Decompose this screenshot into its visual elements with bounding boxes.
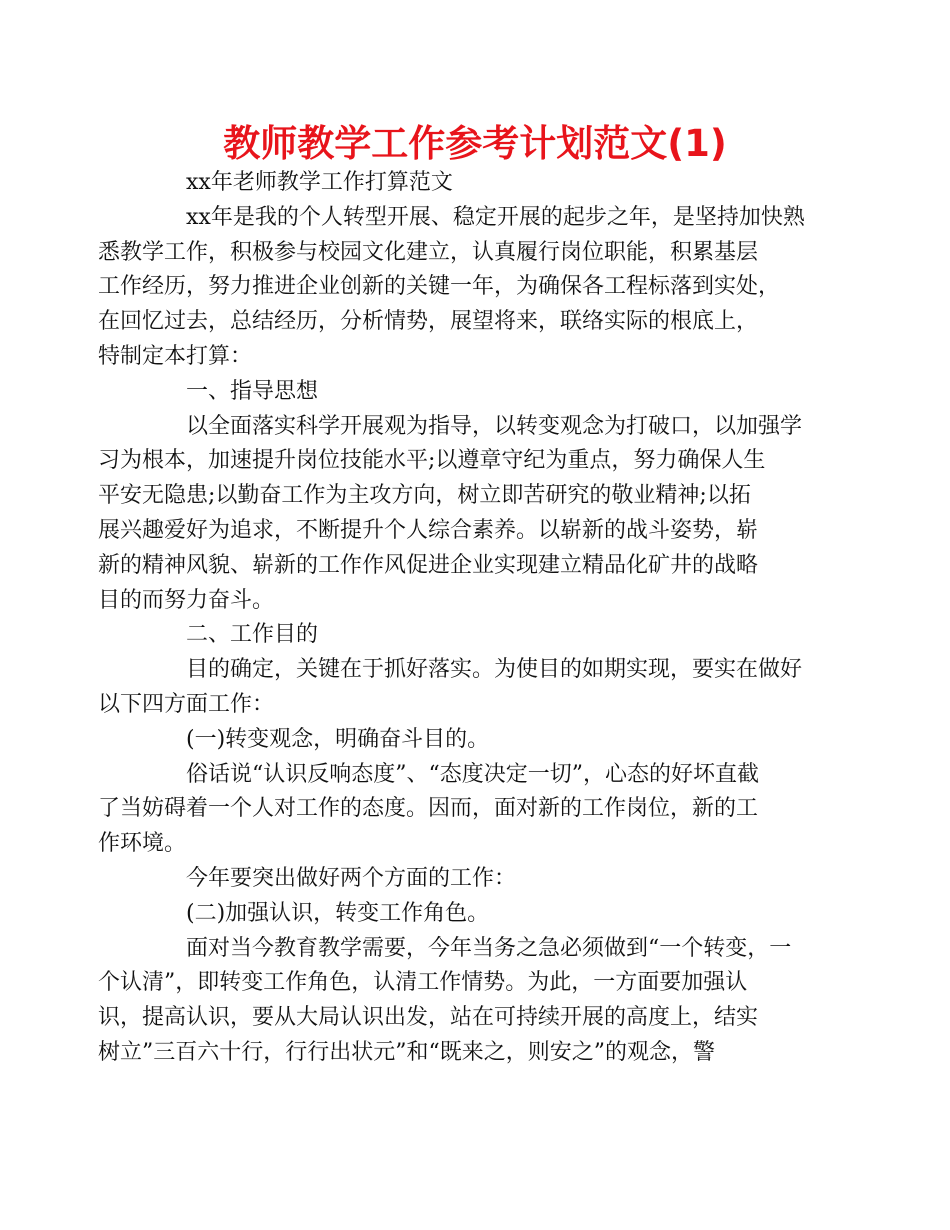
- text-line: 特制定本打算：: [98, 343, 253, 369]
- paragraph: [98, 201, 822, 375]
- document-body: [98, 166, 822, 1071]
- paragraph: [98, 410, 822, 619]
- text-line: 个认清”，即转变工作角色，认清工作情势。为此，一方面要加强认: [98, 970, 748, 996]
- paragraph: [142, 862, 822, 897]
- text-line: (二)加强认识，转变工作角色。: [186, 900, 490, 926]
- text-line: 俗话说“认识反响态度”、“态度决定一切”，心态的好坏直截: [186, 761, 759, 787]
- text-line: 习为根本，加速提升岗位技能水平;以遵章守纪为重点，努力确保人生: [98, 448, 766, 474]
- text-line: 以全面落实科学开展观为指导，以转变观念为打破口，以加强学: [186, 413, 803, 439]
- paragraph: [98, 758, 822, 862]
- text-line: 识，提高认识，要从大局认识出发，站在可持续开展的高度上，结实: [98, 1005, 759, 1031]
- text-line: 以下四方面工作：: [98, 691, 275, 717]
- section-heading: [142, 375, 822, 410]
- text-line: 目的而努力奋斗。: [98, 587, 275, 613]
- text-line: 悉教学工作，积极参与校园文化建立，认真履行岗位职能，积累基层: [98, 239, 759, 265]
- text-line: 平安无隐患;以勤奋工作为主攻方向，树立即苦研究的敬业精神;以拓: [98, 483, 751, 509]
- text-line: 一、指导思想: [186, 378, 319, 404]
- text-line: 树立”三百六十行，行行出状元”和“既来之，则安之”的观念，警: [98, 1039, 715, 1065]
- paragraph: [98, 653, 822, 723]
- text-line: 目的确定，关键在于抓好落实。为使目的如期实现，要实在做好: [186, 657, 803, 683]
- section-heading: [142, 618, 822, 653]
- paragraph: [98, 932, 822, 1071]
- text-line: 新的精神风貌、崭新的工作作风促进企业实现建立精品化矿井的战略: [98, 552, 759, 578]
- paragraph: [142, 166, 822, 201]
- subsection-heading: [142, 897, 822, 932]
- subsection-heading: [142, 723, 822, 758]
- text-line: 在回忆过去，总结经历，分析情势，展望将来，联络实际的根底上，: [98, 309, 759, 335]
- text-line: xx年是我的个人转型开展、稳定开展的起步之年，是坚持加快熟: [186, 204, 805, 230]
- document-title: 教师教学工作参考计划范文(1): [223, 122, 727, 165]
- text-line: 二、工作目的: [186, 622, 319, 648]
- text-line: 了当妨碍着一个人对工作的态度。因而，面对新的工作岗位，新的工: [98, 796, 759, 822]
- text-line: 今年要突出做好两个方面的工作：: [186, 865, 517, 891]
- text-line: 面对当今教育教学需要，今年当务之急必须做到“一个转变，一: [186, 935, 792, 961]
- text-line: 工作经历，努力推进企业创新的关键一年，为确保各工程标落到实处，: [98, 274, 781, 300]
- text-line: 作环境。: [98, 831, 187, 857]
- text-line: (一)转变观念，明确奋斗目的。: [186, 726, 490, 752]
- text-line: 展兴趣爱好为追求，不断提升个人综合素养。以崭新的战斗姿势，崭: [98, 517, 759, 543]
- text-line: xx年老师教学工作打算范文: [186, 170, 453, 195]
